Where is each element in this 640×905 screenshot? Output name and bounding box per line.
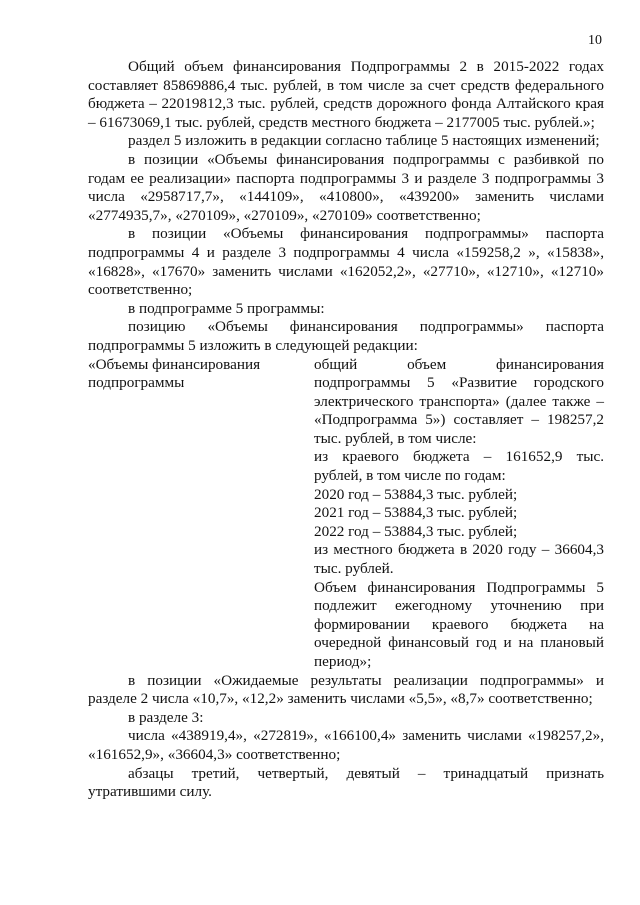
paragraph-passport-5-position: позицию «Объемы финансирования подпрограммы» паспорта подпрограммы 5 изложить в следующей редакции:: [88, 318, 604, 354]
passport-year-2020: 2020 год – 53884,3 тыс. рублей;: [314, 485, 518, 503]
paragraph-invalidate: абзацы третий, четвертый, девятый – тринадцатый признать утратившими силу.: [88, 764, 604, 801]
passport-left-label: «Объемы финансирования подпрограммы: [88, 355, 261, 392]
passport-right-content: [314, 356, 604, 672]
passport-regional-budget: из краевого бюджета – 161652,9 тыс. рублей, в том числе по годам:: [314, 448, 604, 485]
paragraph-expected-results: в позиции «Ожидаемые результаты реализации подпрограммы» и разделе 2 числа «10,7», «12,2» заменить числами «5,5», «8,7» соответственно;: [88, 671, 604, 708]
paragraph-section-5: раздел 5 изложить в редакции согласно таблице 5 настоящих изменений;: [128, 132, 600, 150]
paragraph-section-3: в разделе 3:: [128, 708, 204, 726]
passport-annual-adjustment: Объем финансирования Подпрограммы 5 подлежит ежегодному уточнению при формировании краевого бюджета на очередной финансовый год и на плановый период»;: [314, 578, 604, 670]
paragraph-section-3-numbers: числа «438919,4», «272819», «166100,4» заменить числами «198257,2», «161652,9», «36604,3» соответственно;: [88, 727, 604, 763]
page-number: 10: [588, 33, 602, 48]
paragraph-financing-subprogram-2: Общий объем финансирования Подпрограммы 2 в 2015-2022 годах составляет 85869886,4 тыс. рублей, в том числе за счет средств федерального бюджета – 22019812,3 тыс. рублей, средств дорожного фонда Алтайского края – 61673069,1 тыс. рублей, средств местного бюджета – 2177005 тыс. рублей.»;: [88, 58, 604, 131]
paragraph-subprogram-5-intro: в подпрограмме 5 программы:: [128, 299, 325, 317]
passport-table: [88, 356, 604, 672]
passport-total-financing: общий объем финансирования подпрограммы 5 «Развитие городского электрического транспорта» (далее также – «Подпрограмма 5») составляет – 198257,2 тыс. рублей, в том числе:: [314, 355, 604, 447]
paragraph-subprogram-4: в позиции «Объемы финансирования подпрограммы» паспорта подпрограммы 4 и разделе 3 подпрограммы 4 числа «159258,2 », «15838», «16828», «17670» заменить числами «162052,2», «27710», «12710», «12710» соответственно;: [88, 225, 604, 299]
passport-year-2022: 2022 год – 53884,3 тыс. рублей;: [314, 522, 518, 540]
document-body: [88, 58, 604, 802]
paragraph-subprogram-3: в позиции «Объемы финансирования подпрограммы с разбивкой по годам ее реализации» паспорта подпрограммы 3 и разделе 3 подпрограммы 3 числа «2958717,7», «144109», «410800», «439200» заменить числами «2774935,7», «270109», «270109», «270109» соответственно;: [88, 150, 604, 224]
passport-year-2021: 2021 год – 53884,3 тыс. рублей;: [314, 504, 518, 522]
passport-local-budget: из местного бюджета в 2020 году – 36604,3 тыс. рублей.: [314, 541, 604, 578]
